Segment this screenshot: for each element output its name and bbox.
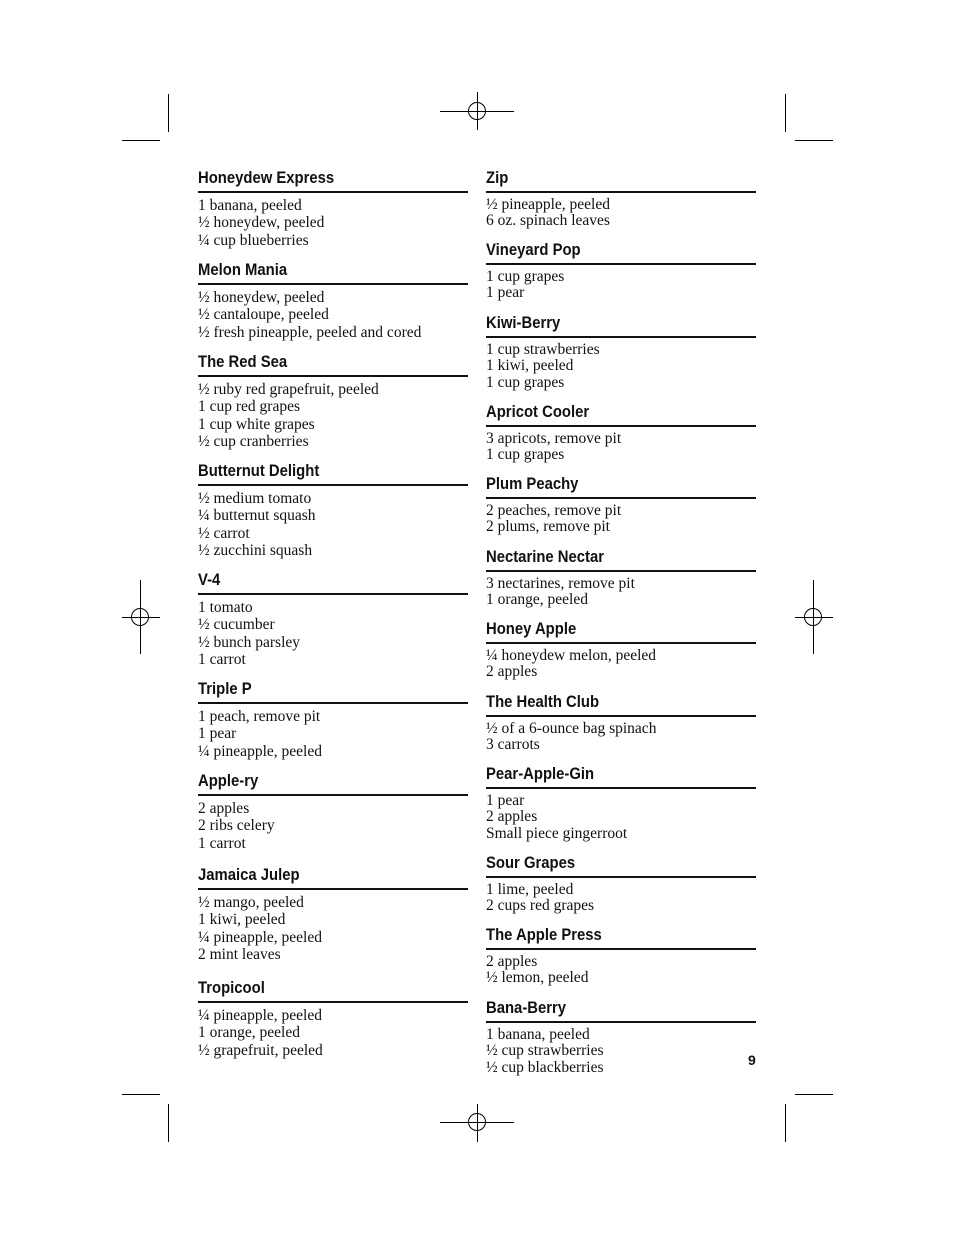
ingredient: 6 oz. spinach leaves — [486, 212, 610, 230]
ingredient: 1 carrot — [198, 834, 246, 852]
title-rule — [198, 888, 468, 890]
ingredient: ½ lemon, peeled — [486, 969, 589, 987]
title-rule — [198, 191, 468, 193]
title-rule — [198, 593, 468, 595]
recipe-title: Tropicool — [198, 979, 265, 997]
ingredient: ½ zucchini squash — [198, 541, 313, 559]
ingredient: 2 mint leaves — [198, 945, 281, 963]
recipe-the-apple-press — [486, 925, 756, 987]
ingredient: ½ honeydew, peeled — [198, 214, 325, 232]
title-rule — [486, 715, 756, 717]
ingredient: ½ of a 6-ounce bag spinach — [486, 720, 657, 737]
ingredient: 1 cup strawberries — [486, 341, 600, 358]
ingredient: Small piece gingerroot — [486, 824, 628, 842]
ingredient-list — [198, 381, 468, 450]
title-rule — [198, 702, 468, 704]
recipe-the-health-club — [486, 692, 756, 754]
ingredient: ½ bunch parsley — [198, 633, 301, 651]
ingredient: 2 plums, remove pit — [486, 518, 610, 536]
ingredient: ¼ pineapple, peeled — [198, 742, 322, 760]
recipe-tropicool — [198, 978, 468, 1059]
recipe-title: Apple-ry — [198, 772, 259, 790]
ingredient: 2 apples — [486, 808, 538, 826]
ingredient-list — [198, 490, 468, 559]
ingredient: ½ cup cranberries — [198, 432, 309, 450]
ingredient: 2 cups red grapes — [486, 897, 595, 915]
recipe-title: Apricot Cooler — [486, 403, 590, 421]
ingredient: 1 tomato — [198, 599, 253, 616]
recipe-honey-apple — [486, 619, 756, 681]
ingredient: 1 pear — [486, 792, 525, 809]
ingredient: 1 banana, peeled — [486, 1026, 590, 1043]
ingredient: ½ grapefruit, peeled — [198, 1041, 323, 1059]
ingredient-list — [198, 289, 468, 341]
recipe-the-red-sea — [198, 352, 468, 450]
ingredient: 1 cup white grapes — [198, 415, 315, 433]
title-rule — [198, 375, 468, 377]
title-rule — [486, 1021, 756, 1023]
ingredient: ¼ pineapple, peeled — [198, 1007, 322, 1024]
recipe-apricot-cooler — [486, 402, 756, 464]
ingredient: 1 cup grapes — [486, 446, 565, 464]
ingredient: 3 apricots, remove pit — [486, 430, 622, 447]
recipe-title: Triple P — [198, 680, 252, 698]
ingredient: 1 cup grapes — [486, 373, 565, 391]
recipe-title: Vineyard Pop — [486, 241, 581, 259]
ingredient: 1 cup red grapes — [198, 398, 300, 416]
title-rule — [486, 876, 756, 878]
ingredient: 2 apples — [486, 663, 538, 681]
ingredient-list — [486, 721, 756, 754]
ingredient: 1 pear — [486, 284, 525, 302]
ingredient: 1 orange, peeled — [486, 591, 588, 609]
recipe-bana-berry — [486, 998, 756, 1076]
title-rule — [198, 794, 468, 796]
recipe-honeydew-express — [198, 168, 468, 249]
recipe-title: Sour Grapes — [486, 854, 576, 872]
ingredient-list — [198, 800, 468, 852]
ingredient: ½ cantaloupe, peeled — [198, 306, 329, 324]
recipe-title: Kiwi-Berry — [486, 314, 561, 332]
recipe-vineyard-pop — [486, 240, 756, 302]
ingredient-list — [486, 882, 756, 915]
ingredient-list — [486, 503, 756, 536]
ingredient-list — [486, 342, 756, 391]
ingredient: 1 carrot — [198, 650, 246, 668]
ingredient: ½ honeydew, peeled — [198, 289, 325, 306]
ingredient: ½ cucumber — [198, 616, 275, 634]
recipe-title: Jamaica Julep — [198, 866, 300, 884]
recipe-title: Zip — [486, 169, 509, 187]
ingredient-list — [486, 648, 756, 681]
ingredient-list — [486, 1027, 756, 1076]
ingredient: ¼ pineapple, peeled — [198, 928, 322, 946]
recipe-title: Pear-Apple-Gin — [486, 765, 595, 783]
recipe-triple-p — [198, 679, 468, 760]
recipe-zip — [486, 168, 756, 230]
title-rule — [198, 484, 468, 486]
ingredient: ½ pineapple, peeled — [486, 196, 610, 213]
ingredient: 1 peach, remove pit — [198, 708, 321, 725]
title-rule — [486, 948, 756, 950]
recipe-sour-grapes — [486, 853, 756, 915]
ingredient-list — [486, 269, 756, 302]
title-rule — [486, 263, 756, 265]
recipe-title: V-4 — [198, 571, 221, 589]
ingredient-list — [198, 894, 468, 963]
ingredient: ½ cup blackberries — [486, 1058, 604, 1076]
recipe-melon-mania — [198, 260, 468, 341]
ingredient: 3 carrots — [486, 736, 540, 754]
ingredient: ½ carrot — [198, 524, 250, 542]
recipe-title: Melon Mania — [198, 261, 288, 279]
ingredient-list — [486, 431, 756, 464]
ingredient: ¼ cup blueberries — [198, 231, 309, 249]
recipe-title: The Red Sea — [198, 353, 288, 371]
ingredient: 1 cup grapes — [486, 268, 565, 285]
title-rule — [486, 425, 756, 427]
title-rule — [486, 497, 756, 499]
recipe-title: The Health Club — [486, 693, 600, 711]
title-rule — [198, 1001, 468, 1003]
recipe-title: Bana-Berry — [486, 999, 567, 1017]
ingredient: ½ cup strawberries — [486, 1042, 604, 1060]
ingredient: 1 banana, peeled — [198, 197, 302, 214]
ingredient: 1 lime, peeled — [486, 881, 574, 898]
ingredient: ¼ honeydew melon, peeled — [486, 647, 657, 664]
recipe-v-4 — [198, 570, 468, 668]
ingredient: 2 peaches, remove pit — [486, 502, 622, 519]
ingredient: ½ ruby red grapefruit, peeled — [198, 381, 379, 398]
recipe-title: Plum Peachy — [486, 475, 579, 493]
title-rule — [486, 642, 756, 644]
ingredient: 1 orange, peeled — [198, 1024, 300, 1042]
recipe-title: Honeydew Express — [198, 169, 335, 187]
ingredient-list — [486, 576, 756, 609]
ingredient: ½ fresh pineapple, peeled and cored — [198, 323, 422, 341]
title-rule — [486, 191, 756, 193]
recipe-nectarine-nectar — [486, 547, 756, 609]
ingredient: 3 nectarines, remove pit — [486, 575, 635, 592]
ingredient: ½ medium tomato — [198, 490, 312, 507]
recipe-kiwi-berry — [486, 313, 756, 391]
ingredient-list — [198, 599, 468, 668]
recipe-title: The Apple Press — [486, 926, 602, 944]
ingredient: 2 ribs celery — [198, 817, 275, 835]
recipe-jamaica-julep — [198, 865, 468, 963]
title-rule — [486, 570, 756, 572]
recipe-butternut-delight — [198, 461, 468, 559]
recipe-apple-ry — [198, 771, 468, 852]
ingredient-list — [198, 1007, 468, 1059]
recipe-title: Butternut Delight — [198, 462, 320, 480]
title-rule — [198, 283, 468, 285]
title-rule — [486, 336, 756, 338]
ingredient: 1 kiwi, peeled — [198, 911, 286, 929]
title-rule — [486, 787, 756, 789]
ingredient: 1 kiwi, peeled — [486, 357, 574, 375]
recipe-title: Honey Apple — [486, 620, 577, 638]
recipe-title: Nectarine Nectar — [486, 548, 605, 566]
ingredient: ½ mango, peeled — [198, 894, 304, 911]
recipe-pear-apple-gin — [486, 764, 756, 842]
ingredient-list — [486, 793, 756, 842]
page-number: 9 — [748, 1052, 756, 1068]
ingredient-list — [198, 708, 468, 760]
ingredient: ¼ butternut squash — [198, 507, 316, 525]
ingredient: 2 apples — [486, 953, 538, 970]
recipe-plum-peachy — [486, 474, 756, 536]
ingredient: 1 pear — [198, 725, 237, 743]
ingredient: 2 apples — [198, 800, 250, 817]
ingredient-list — [486, 197, 756, 230]
ingredient-list — [198, 197, 468, 249]
ingredient-list — [486, 954, 756, 987]
